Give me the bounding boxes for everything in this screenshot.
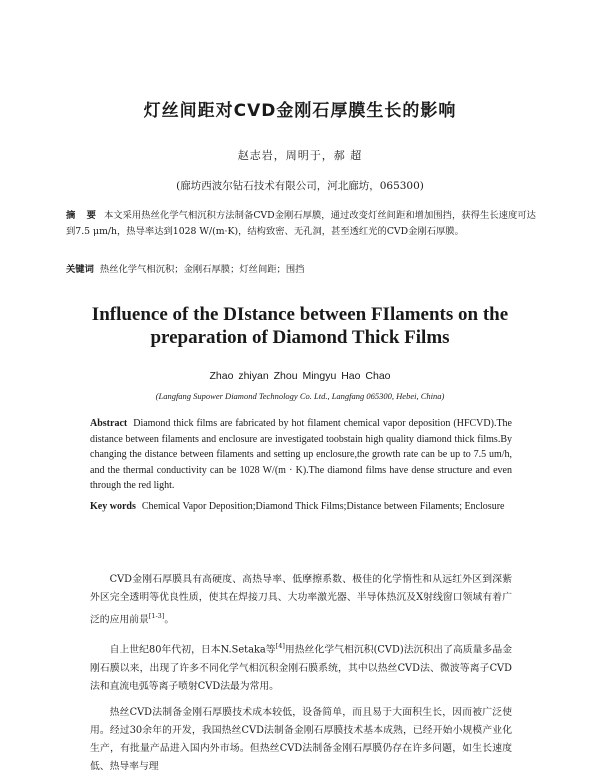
english-title [0,303,600,349]
body-paragraph-3: 热丝CVD法制备金刚石厚膜技术成本较低，设备简单，而且易于大面积生长，因而被广泛使用。经过30余年的开发，我国热丝CVD法制备金刚石厚膜技术基本成熟，已经开始小规模产业化生产，有批量产品进入国内外市场。但热丝CVD法制备金刚石厚膜仍存在许多问题，如生长速度低、热导率与理 [90,706,512,772]
chinese-keywords [66,262,536,278]
chinese-affiliation: (廊坊西波尔钻石技术有限公司，河北廊坊，065300) [176,180,424,192]
body-text [90,571,512,784]
english-keywords-text: Chemical Vapor Deposition;Diamond Thick Films;Distance between Filaments; Enclosure [141,501,505,512]
body-paragraph-1 [90,571,512,629]
chinese-abstract-label: 摘 要 [66,210,100,221]
body-paragraph-2 [90,637,512,695]
body-paragraph-1-text: CVD金刚石厚膜具有高硬度、高热导率、低摩擦系数、极佳的化学惰性和从远红外区到深紫外区完全透明等优良性质，使其在焊接刀具、大功率激光器、半导体热沉及X射线窗口领域有着广泛的应用前景 [90,574,512,626]
english-title-line-1: Influence of the DIstance between FIlaments on the [91,304,509,325]
body-paragraph-2-rest: 用热丝化学气相沉积(CVD)法沉积出了高质量多晶金刚石膜以来，出现了许多不同化学气相沉积金刚石膜系统，其中以热丝CVD法、微波等离子CVD法和直流电弧等离子喷射CVD法最为常用。 [90,644,513,692]
english-abstract-label: Abstract [90,418,128,429]
english-affiliation: (Langfang Supower Diamond Technology Co. Ltd., Langfang 065300, Hebei, China) [155,391,445,401]
english-abstract-text: Diamond thick films are fabricated by hot filament chemical vapor deposition (HFCVD).The distance between filaments and enclosure are investigated toobstain high quality diamond thick films.By changing the distance between filaments and setting up enclosure,the growth rate can be up to 7.5 um/h, and the thermal conductivity can be 1028 W/(m · K).The diamond films have dense structure and even through the red light. [90,418,512,491]
english-authors: Zhao zhiyan Zhou Mingyu Hao Chao [209,370,391,382]
citation-ref: [1-3] [148,612,165,620]
english-title-line-2: preparation of Diamond Thick Films [150,327,450,348]
chinese-authors: 赵志岩，周明于，郝 超 [237,149,363,162]
chinese-abstract-text: 本文采用热丝化学气相沉积方法制备CVD金刚石厚膜，通过改变灯丝间距和增加围挡，获得生长速度可达到7.5 μm/h，热导率达到1028 W/(m·K)，结构致密、无孔洞，甚至透红光的CVD金刚石厚膜。 [66,210,536,237]
chinese-abstract [66,208,536,240]
chinese-title: 灯丝间距对CVD金刚石厚膜生长的影响 [143,101,457,121]
body-paragraph-1-end: 。 [164,614,175,626]
chinese-keywords-text: 热丝化学气相沉积；金刚石厚膜；灯丝间距；围挡 [99,264,305,275]
english-keywords [90,499,512,515]
english-keywords-label: Key words [90,501,136,512]
chinese-keywords-label: 关键词 [66,264,94,275]
english-abstract [90,416,512,494]
body-paragraph-2-start: 自上世纪80年代初，日本N.Setaka等 [109,644,276,656]
citation-ref: [4] [275,642,285,651]
